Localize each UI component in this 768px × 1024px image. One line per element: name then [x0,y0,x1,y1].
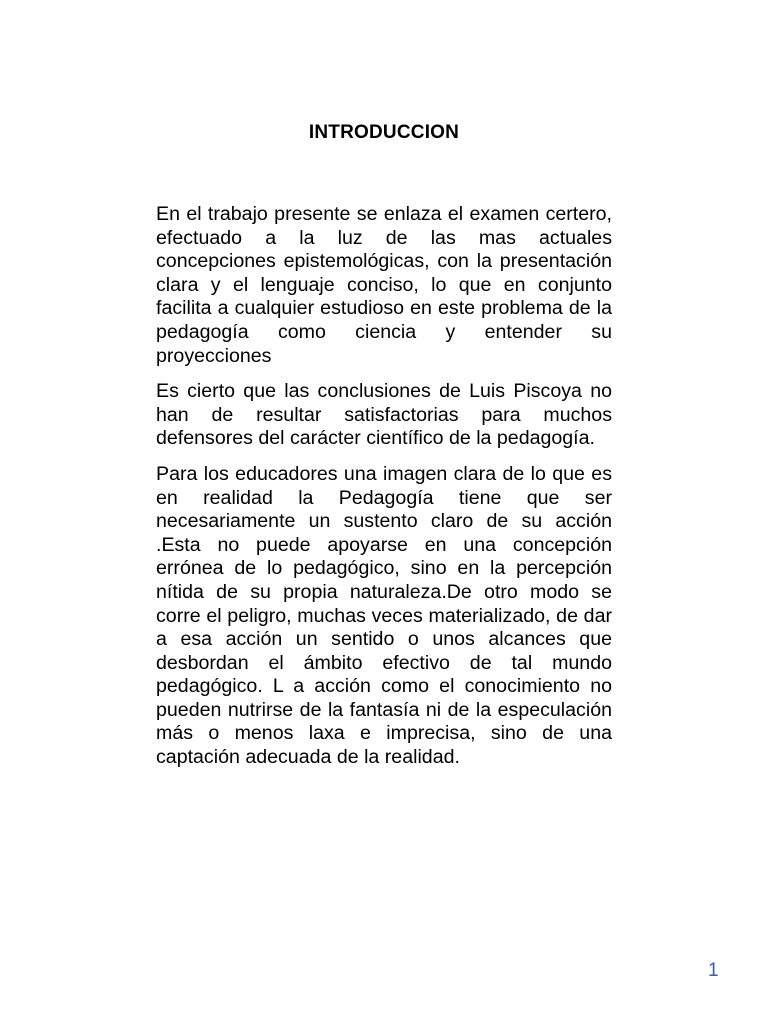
page-number: 1 [708,960,719,981]
paragraph-1: En el trabajo presente se enlaza el examen certero, efectuado a la luz de las mas actuales concepciones epistemológicas, con la presentación clara y el lenguaje conciso, lo que en conjunto facilita a cualquier estudioso en este problema de la pedagogía como ciencia y entender su proyecciones [156,203,612,367]
document-title: INTRODUCCION [308,122,460,143]
document-body [156,203,612,782]
paragraph-2: Es cierto que las conclusiones de Luis Piscoya no han de resultar satisfactorias para muchos defensores del carácter científico de la pedagogía. [156,380,612,450]
paragraph-3: Para los educadores una imagen clara de lo que es en realidad la Pedagogía tiene que ser necesariamente un sustento claro de su acción .Esta no puede apoyarse en una concepción errónea de lo pedagógico, sino en la percepción nítida de su propia naturaleza.De otro modo se corre el peligro, muchas veces materializado, de dar a esa acción un sentido o unos alcances que desbordan el ámbito efectivo de tal mundo pedagógico. L a acción como el conocimiento no pueden nutrirse de la fantasía ni de la especulación más o menos laxa e imprecisa, sino de una captación adecuada de la realidad. [156,462,612,769]
